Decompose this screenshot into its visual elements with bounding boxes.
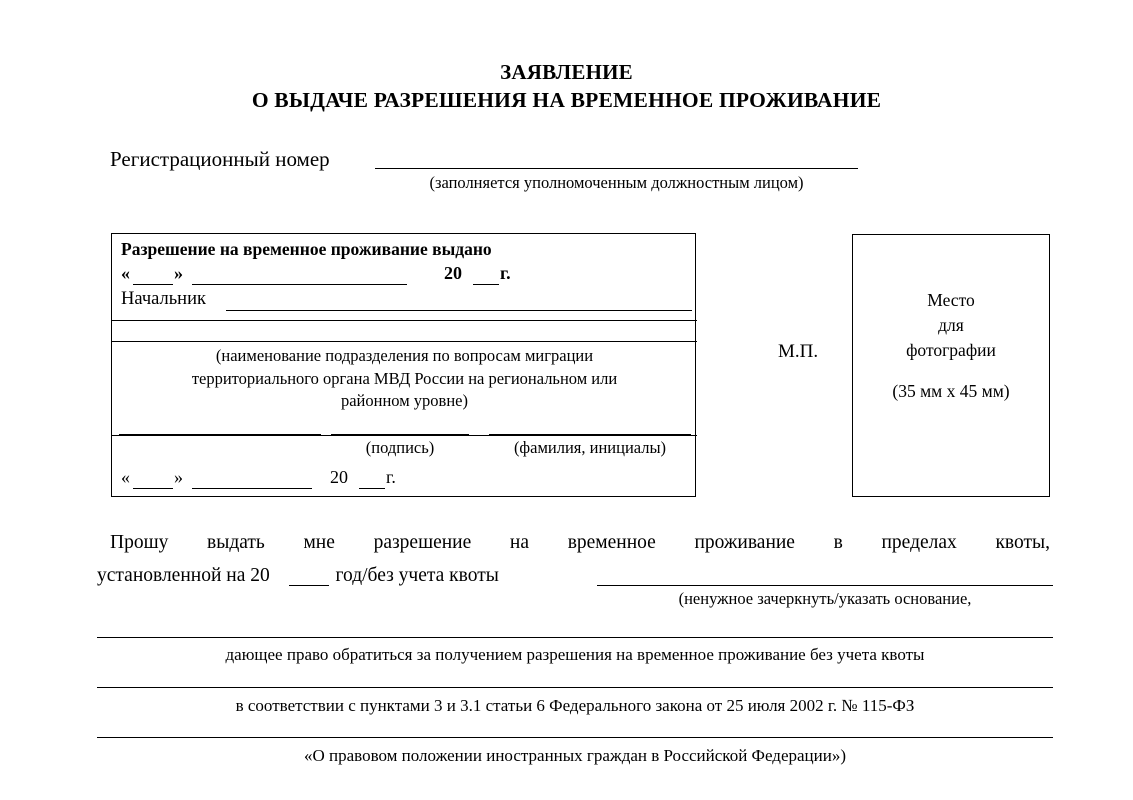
footer-caption-1: дающее право обратиться за получением разрешения на временное проживание без учета квоты (225, 645, 925, 664)
organization-caption-line-3: районном уровне) (340, 391, 468, 410)
issue-date-quote-open: « (121, 263, 130, 283)
organization-caption-line-2: территориального органа МВД России на региональном или (191, 368, 618, 388)
title-line-2: О ВЫДАЧЕ РАЗРЕШЕНИЯ НА ВРЕМЕННОЕ ПРОЖИВАНИЕ (251, 88, 882, 112)
chief-input[interactable] (226, 310, 692, 311)
signed-date-day-input[interactable] (133, 488, 173, 489)
footer-caption-2: в соответствии с пунктами 3 и 3.1 статьи 6 Федерального закона от 25 июля 2002 г. № 115-ФЗ (235, 696, 915, 715)
issue-date-year-input[interactable] (473, 284, 499, 285)
photo-size-label: (35 мм х 45 мм) (892, 381, 1010, 401)
signed-date-quote-open: « (121, 467, 130, 487)
permission-box-heading: Разрешение на временное проживание выдано (121, 239, 492, 259)
signed-date-year-input[interactable] (359, 488, 385, 489)
issue-date-year-prefix: 20 (444, 263, 462, 283)
signed-date-month-input[interactable] (192, 488, 312, 489)
photo-placeholder-text (853, 288, 1049, 363)
reason-input[interactable] (597, 585, 1053, 586)
permission-issued-box (111, 233, 696, 497)
page-title (0, 58, 1133, 114)
signature-caption: (подпись) (365, 438, 435, 457)
issue-date-quote-close: » (174, 263, 183, 283)
signed-date-year-prefix: 20 (330, 467, 348, 487)
photo-text-line-3: фотографии (906, 340, 996, 360)
registration-number-input[interactable] (375, 168, 858, 169)
title-line-1: ЗАЯВЛЕНИЕ (500, 60, 633, 84)
stamp-place-label: М.П. (778, 341, 819, 362)
signed-date-quote-close: » (174, 467, 183, 487)
reason-caption: (ненужное зачеркнуть/указать основание, (678, 589, 972, 608)
footer-rule-3[interactable] (97, 737, 1053, 738)
full-name-input[interactable] (489, 434, 691, 435)
footer-rule-2[interactable] (97, 687, 1053, 688)
full-name-caption: (фамилия, инициалы) (513, 438, 667, 457)
organization-caption (124, 345, 685, 413)
chief-label: Начальник (121, 289, 206, 309)
issue-date-day-input[interactable] (133, 284, 173, 285)
request-quota-suffix: год/без учета квоты (335, 565, 499, 586)
position-input[interactable] (119, 434, 321, 435)
box-divider-3 (112, 435, 697, 436)
registration-number-caption: (заполняется уполномоченным должностным лицом) (429, 173, 804, 192)
photo-text-line-2: для (938, 315, 964, 335)
photo-text-line-1: Место (927, 290, 975, 310)
footer-rule-1[interactable] (97, 637, 1053, 638)
box-divider-2 (112, 341, 697, 342)
registration-number-label: Регистрационный номер (110, 147, 330, 171)
box-divider-1 (112, 320, 697, 321)
request-paragraph-line-1: Прошу выдать мне разрешение на временное проживание в пределах квоты, (110, 532, 1050, 553)
request-quota-prefix: установленной на 20 (97, 565, 270, 586)
signature-input[interactable] (331, 434, 469, 435)
issue-date-month-input[interactable] (192, 284, 407, 285)
photo-placeholder-box[interactable] (852, 234, 1050, 497)
organization-caption-line-1: (наименование подразделения по вопросам миграции (215, 346, 594, 365)
issue-date-year-label: г. (500, 263, 511, 283)
signed-date-year-label: г. (386, 467, 396, 487)
footer-caption-3: «О правовом положении иностранных граждан в Российской Федерации») (304, 746, 846, 765)
quota-year-input[interactable] (289, 585, 329, 586)
